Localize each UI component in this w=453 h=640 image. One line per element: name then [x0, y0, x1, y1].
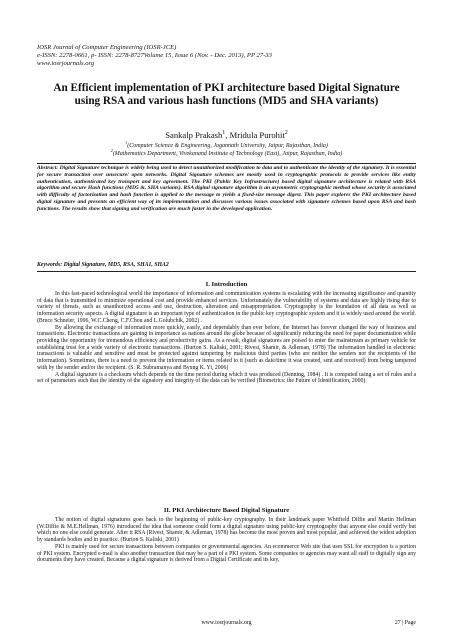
- affiliation-2-text: (Mathematics Department, Vivekanand Institute of Technology (East), Jaipur, Rajasthan, India): [112, 151, 343, 157]
- journal-header: [37, 44, 417, 67]
- affiliation-1: [40, 142, 413, 150]
- section-1-body: [37, 291, 416, 385]
- keywords: [37, 262, 416, 269]
- section-1-heading: I. Introduction: [205, 281, 248, 288]
- author-1: Sankalp Prakash: [165, 130, 223, 140]
- section-1-paragraph-1: In this fast-paced technological world the importance of information and communication systems is escalating with the increasing significance and quantity of data that is transmitted to minimize operational cost and provide enhanced services. Unfortunately the vulnerability of systems and data are highly rising due to variety of threats, such as unauthorized access and use, destruction, alteration and misappropriation. Cryptography is the foundation of all data as well as information security aspects. A digital signature is an important type of authentication in the public key cryptographic system and it is widely used around the world. (Bruce Schneier, 1996, W.C.Cheng, C.F.Chou and L.Golubchik, 2002) .: [37, 291, 416, 324]
- paper-title: An Efficient implementation of PKI architecture based Digital Signature using RSA and various hash functions (MD5 and SHA variants): [53, 82, 400, 108]
- author-2: Mridula Purohit: [229, 130, 285, 140]
- affiliation-2-sup: 2: [110, 148, 113, 153]
- section-2-paragraph-2: PKI is mainly used for secure transactions between companies or governmental agencies. An ecommerce Web site that uses SSL for encryption is a portion of PKI system. Encrypted e-mail is also another transaction that may be a part of a PKI system. Some companies or agencies may want all staff to digitally sign any documents they have created. Because a digital signature is derived from a Digital Certificate and its key,: [37, 543, 416, 564]
- author-2-sup: 2: [284, 130, 288, 137]
- author-1-sup: 1: [222, 130, 226, 137]
- footer-page-number: 27 | Page: [394, 620, 416, 626]
- section-1-paragraph-3: A digital signature is a checksum which depends on the time period during which it was produced (Denning, 1984) . It is computed using a set of rules and a set of parameters such that the identity of the signatory and integrity of the data can be verified (Biometrics: the Future of Identification, 2000).: [37, 371, 416, 385]
- abstract-label: Abstract:: [37, 165, 59, 171]
- affiliations: [40, 142, 413, 158]
- affiliation-1-text: (Computer Science & Engineering, Jagannath University, Jaipur, Rajasthan, India): [127, 143, 328, 149]
- abstract-text: Digital Signature technique is widely being used to detect unauthorized modification to data and to authenticate the identity of the signatory. It is essential for secure transaction over unsecure/ open networks. Digital Signature schemes are mostly used in cryptographic protocols to provide services like entity authentication, authenticated key transport and key agreement. The PKI (Public Key Infrastructure) based digital signature architecture is related with RSA algorithm and secure Hash functions (MD5 &, SHA variants). RSA digital signature algorithm is an asymmetric cryptographic method whose security is associated with difficulty of factorization and hash function is applied to the message to yields a fixed-size message digest. This paper explores the PKI architecture based digital signature and presents an efficient way of its implementation and discusses various issues associated with signature schemes based upon RSA and hash functions. The results show that signing and verification are much faster in the developed application.: [37, 165, 416, 212]
- keywords-text: Digital Signature, MD5, RSA, SHA1, SHA2: [62, 262, 169, 268]
- section-2-paragraph-1: The notion of digital signatures goes back to the beginning of public-key cryptography. In their landmark paper Whitfield Diffie and Martin Hellman (W.Diffie & M.E.Hellman, 1976) introduced the idea that someone could form a digital signature using public-key cryptography that anyone else could verify but which no one else could generate. After it RSA (Rivest, Shamir, & Adleman, 1978) has become the most proven and most popular, and achieved the widest adoption by standards bodies and in practice. (Burton S. Kaliski, 2001): [37, 517, 416, 544]
- journal-name: IOSR Journal of Computer Engineering (IOSR-JCE): [37, 44, 177, 51]
- author-separator: ,: [225, 130, 230, 140]
- footer-url: www.iosrjournals.org: [201, 620, 252, 626]
- abstract-top-rule: [37, 163, 416, 164]
- section-1-paragraph-2: By allowing the exchange of information more quickly, easily, and dependably than ever before, the Internet has forever changed the way of business and transactions. Electronic transactions are gaining in importance as nations around the globe because of significantly reducing the need for paper documentation while providing the opportunity for tremendous efficiency and productivity gains. As a result, digital signatures are poised to enter the mainstream as primary vehicle for establishing trust for a wide variety of electronic transactions. (Burton S. Kaliski, 2001; Rivest, Shamir, & Adleman, 1978) The information handled in electronic transactions is valuable and sensitive and must be protected against tampering by malicious third parties (who are neither the senders nor the recipients of the information). Sometimes, there is a need to prevent the information or items related to it (such as date/time it was created, sent and received) from being tampered with by the sender and/or the recipient. (S. R. Subramanya and Byung K. Yi, 2006): [37, 324, 416, 371]
- affiliation-1-sup: 1: [125, 140, 128, 145]
- author-line: [40, 130, 413, 140]
- abstract: [37, 165, 416, 213]
- section-2-body: [37, 517, 416, 564]
- keywords-label: Keywords:: [37, 262, 63, 268]
- abstract-bottom-rule: [37, 271, 416, 272]
- journal-site: www.iosrjournals.org: [37, 59, 95, 67]
- journal-issn: e-ISSN: 2278-0661, p- ISSN: 2278-8727Volume 15, Issue 6 (Nov. - Dec. 2013), PP 27-33: [37, 51, 272, 59]
- section-2-heading: II. PKI Architecture Based Digital Signature: [163, 507, 290, 514]
- affiliation-2: [40, 150, 413, 158]
